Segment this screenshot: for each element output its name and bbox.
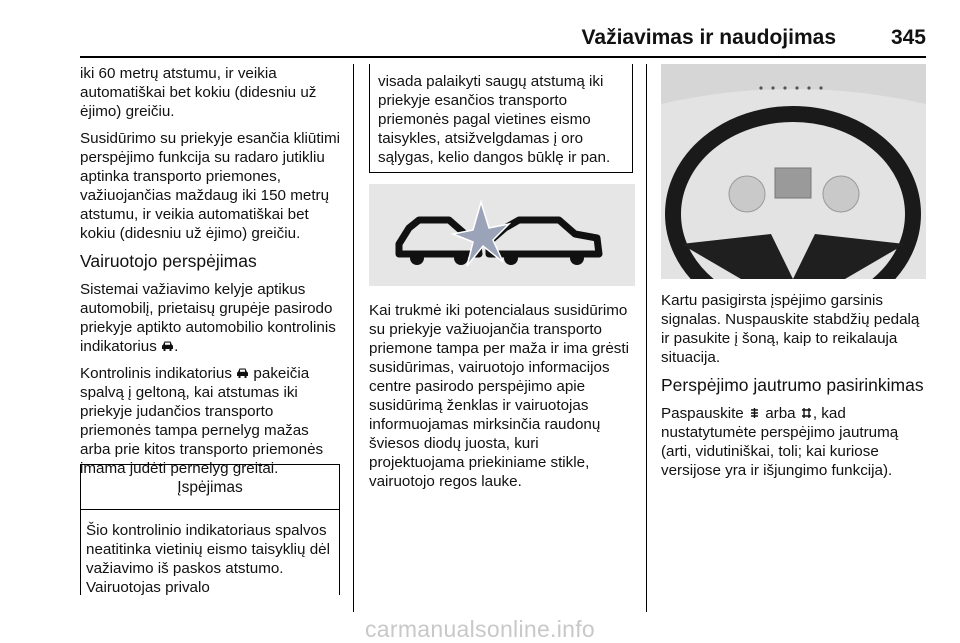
page-number: 345	[890, 26, 926, 49]
column-2-text: Kai trukmė iki potencialaus susidūrimo su priekyje važiuojančia transporto priemone tampa per maža ir ima grėsti susidūrimas, vairuotojo informacijos centre pasirodo perspėjimo apie susidūrimą ženklas ir vairuotojas informuojamas mirksinčia raudonų šviesos diodų juosta, kuri projektuojama priekiniame stikle, vairuotojo regos lauke.	[369, 302, 629, 490]
collision-cars-graphic	[369, 184, 635, 286]
paragraph: Paspauskite arba , kad nustatytumėte perspėjimo jautrumą (arti, vidutiniškai, toli; kai kuriose versijose yra ir išjungimo funkcija).	[661, 405, 899, 479]
warning-title: Įspėjimas	[81, 465, 339, 510]
section-title: Važiavimas ir naudojimas	[581, 26, 836, 49]
warning-body: visada palaikyti saugų atstumą iki priekyje esančios transporto priemonės pagal vietines eismo taisykles, atsižvelgdamas į oro sąlygas, kelio dangos būklę ir pan.	[378, 73, 611, 166]
sensitivity-farther-icon	[800, 407, 813, 419]
paragraph: Kontrolinis indikatorius pakeičia spalvą į geltoną, kai atstumas iki priekyje judančios transporto priemonės tampa pernelyg mažas arba prie kitos transporto priemonės imama judėti pernelyg greitai.	[80, 365, 324, 477]
section-heading: Vairuotojo perspėjimas	[80, 251, 257, 271]
sensitivity-closer-icon	[748, 407, 761, 419]
paragraph: iki 60 metrų atstumu, ir veikia automatiškai bet kokiu (didesniu už ėjimo) greičiu.	[80, 65, 317, 120]
column-3-text	[661, 291, 931, 488]
vehicle-ahead-indicator-icon	[161, 340, 174, 352]
paragraph: Susidūrimo su priekyje esančia kliūtimi perspėjimo funkcija su radaro jutikliu aptinka transporto priemones, važiuojančias maždaug iki 150 metrų atstumu, ir veikia automatiškai bet kokiu (didesniu už ėjimo) greičiu.	[80, 130, 340, 242]
header-rule	[80, 56, 926, 58]
vehicle-ahead-indicator-icon	[236, 367, 249, 379]
steering-wheel-graphic	[661, 64, 926, 279]
paragraph: Sistemai važiavimo kelyje aptikus automobilį, prietaisų grupėje pasirodo priekyje aptikto automobilio kontrolinis indikatorius .	[80, 281, 336, 355]
watermark: carmanualsonline.info	[364, 616, 596, 642]
paragraph: Kartu pasigirsta įspėjimo garsinis signalas. Nuspauskite stabdžių pedalą ir pasukite į šoną, kaip to reikalauja situacija.	[661, 292, 920, 366]
warning-body: Šio kontrolinio indikatoriaus spalvos neatitinka vietinių eismo taisyklių dėl važiavimo iš paskos atstumo. Vairuotojas privalo	[86, 522, 330, 596]
page-header	[80, 26, 926, 56]
dashboard-photo	[661, 64, 926, 279]
warning-box	[80, 464, 340, 595]
section-heading: Perspėjimo jautrumo pasirinkimas	[661, 375, 924, 395]
collision-illustration	[369, 184, 635, 286]
column-1	[80, 64, 342, 486]
column-divider	[353, 64, 354, 612]
warning-box-continued	[369, 64, 633, 173]
column-divider	[646, 64, 647, 612]
